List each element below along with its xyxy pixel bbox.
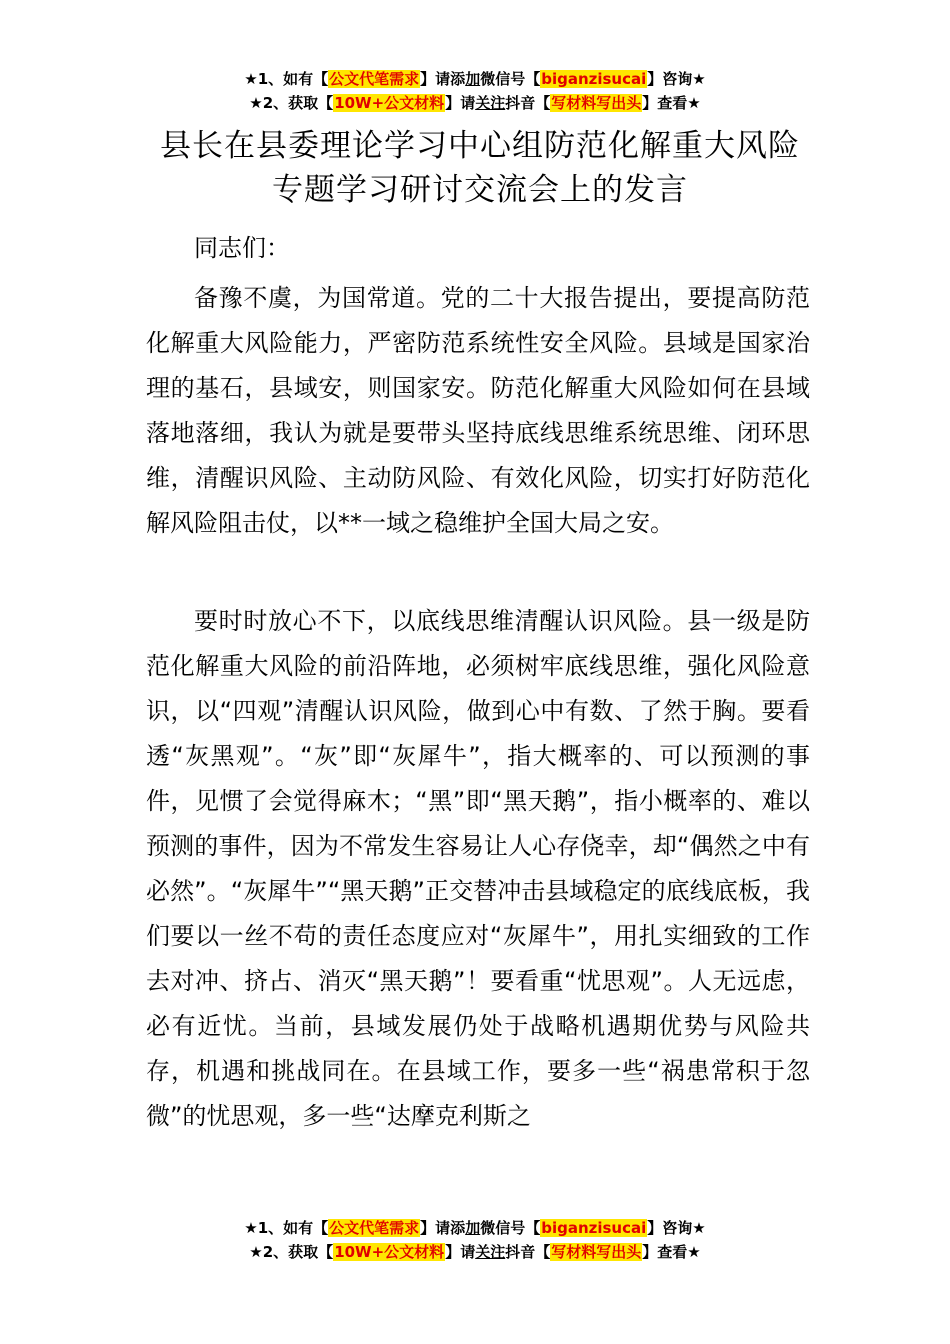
paragraph-1: 备豫不虞，为国常道。党的二十大报告提出，要提高防范化解重大风险能力，严密防范系统性安全风险。县域是国家治理的基石，县域安，则国家安。防范化解重大风险如何在县域落地落细，我认为就是要带头坚持底线思维系统思维、闭环思维，清醒识风险、主动防风险、有效化风险，切实打好防范化解风险阻击仗，以**一域之稳维护全国大局之安。 [146, 284, 810, 537]
banner-highlight: 10W+公文材料 [334, 94, 445, 112]
greeting: 同志们： [194, 234, 290, 262]
banner-line-1 [0, 1216, 950, 1240]
banner-text: 微信号【 [480, 70, 541, 88]
banner-text: 微信号【 [480, 1219, 541, 1237]
banner-text: 】咨询★ [647, 70, 706, 88]
banner-highlight: 写材料写出头 [551, 94, 642, 112]
banner-text: ★2、获取【 [249, 1243, 334, 1261]
banner-text: 】查看★ [642, 94, 701, 112]
banner-highlight: 10W+公文材料 [334, 1243, 445, 1261]
paragraph-2: 要时时放心不下，以底线思维清醒认识风险。县一级是防范化解重大风险的前沿阵地，必须树牢底线思维，强化风险意识，以“四观”清醒认识风险，做到心中有数、了然于胸。要看透“灰黑观”。“灰”即“灰犀牛”，指大概率的、可以预测的事件，见惯了会觉得麻木；“黑”即“黑天鹅”，指小概率的、难以预测的事件，因为不常发生容易让人心存侥幸，却“偶然之中有必然”。“灰犀牛”“黑天鹅”正交替冲击县域稳定的底线底板，我们要以一丝不苟的责任态度应对“灰犀牛”，用扎实细致的工作去对冲、挤占、消灭“黑天鹅”！要看重“忧思观”。人无远虑，必有近忧。当前，县域发展仍处于战略机遇期优势与风险共存，机遇和挑战同在。在县域工作，要多一些“祸患常积于忽微”的忧思观，多一些“达摩克利斯之 [146, 607, 810, 1130]
banner-highlight: biganzisucai [541, 70, 647, 88]
banner-text: 】请添 [420, 70, 466, 88]
banner-text: ★1、如有【 [244, 1219, 329, 1237]
banner-underlined-text: 关注 [475, 94, 506, 112]
banner-text: 抖音【 [505, 94, 551, 112]
banner-line-2 [0, 1240, 950, 1264]
banner-text: 】请 [445, 1243, 476, 1261]
banner-underlined-text: 关注 [475, 1243, 506, 1261]
banner-text: ★2、获取【 [249, 94, 334, 112]
banner-line-2 [0, 91, 950, 115]
banner-text: 】查看★ [642, 1243, 701, 1261]
banner-text: ★1、如有【 [244, 70, 329, 88]
footer-banner [0, 1216, 950, 1264]
banner-highlight: 公文代笔需求 [329, 1219, 420, 1237]
banner-text: 抖音【 [505, 1243, 551, 1261]
document-title: 县长在县委理论学习中心组防范化解重大风险专题学习研讨交流会上的发言 [160, 128, 800, 208]
banner-text: 】请 [445, 94, 476, 112]
banner-text: 】请添 [420, 1219, 466, 1237]
header-banner [0, 67, 950, 115]
banner-highlight: 写材料写出头 [551, 1243, 642, 1261]
banner-highlight: biganzisucai [541, 1219, 647, 1237]
banner-line-1 [0, 67, 950, 91]
banner-highlight: 公文代笔需求 [329, 70, 420, 88]
banner-text: 】咨询★ [647, 1219, 706, 1237]
banner-underlined-text: 加 [465, 1219, 481, 1237]
banner-underlined-text: 加 [465, 70, 481, 88]
